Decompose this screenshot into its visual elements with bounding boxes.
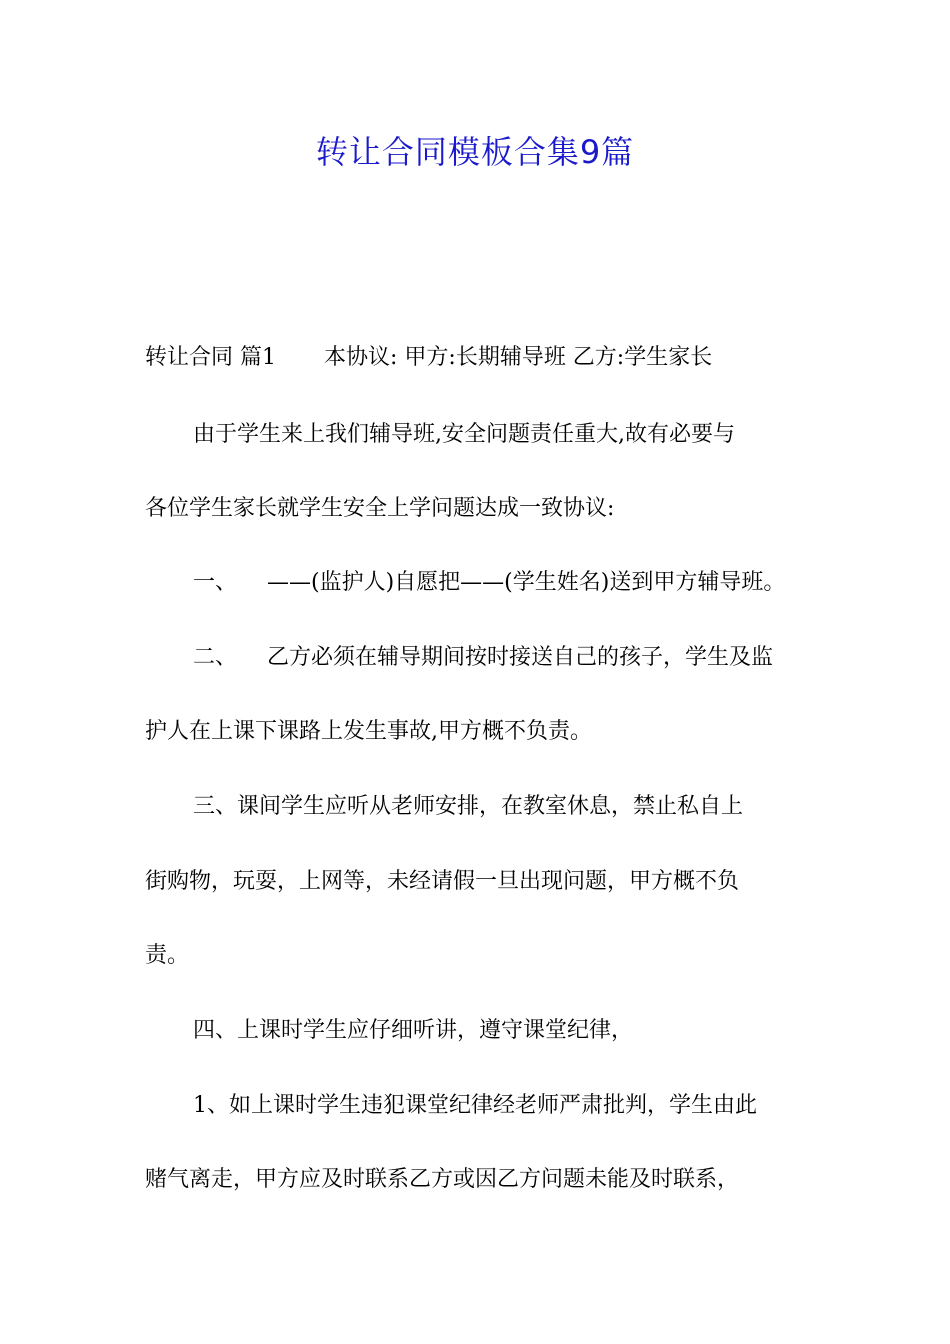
paragraph-line-2: 由于学生来上我们辅导班,安全问题责任重大,故有必要与 xyxy=(193,422,735,447)
paragraph-line-8: 街购物，玩耍，上网等，未经请假一旦出现问题，甲方概不负 xyxy=(145,869,740,894)
paragraph-line-9: 责。 xyxy=(145,943,190,968)
agreement-parties: 本协议: 甲方:长期辅导班 乙方:学生家长 xyxy=(324,345,713,370)
document-title: 转让合同模板合集9篇 xyxy=(315,133,635,171)
paragraph-line-5 xyxy=(193,643,873,673)
paragraph-line-10: 四、上课时学生应仔细听讲，遵守课堂纪律， xyxy=(193,1018,634,1043)
paragraph-line-4 xyxy=(193,568,873,598)
paragraph-line-11: 1、如上课时学生违犯课堂纪律经老师严肃批判，学生由此 xyxy=(193,1093,757,1118)
paragraph-line-6: 护人在上课下课路上发生事故,甲方概不负责。 xyxy=(145,719,592,744)
paragraph-line-12: 赌气离走，甲方应及时联系乙方或因乙方问题未能及时联系， xyxy=(145,1167,740,1192)
clause-text-1: ——(监护人)自愿把——(学生姓名)送到甲方辅导班。 xyxy=(267,570,786,595)
paragraph-line-1 xyxy=(145,343,825,373)
paragraph-line-3: 各位学生家长就学生安全上学问题达成一致协议: xyxy=(145,496,615,521)
clause-number-2: 二、 xyxy=(193,645,238,670)
paragraph-line-7: 三、课间学生应听从老师安排，在教室休息，禁止私自上 xyxy=(193,794,744,819)
section-heading: 转让合同 篇1 xyxy=(145,345,276,370)
clause-text-2: 乙方必须在辅导期间按时接送自己的孩子，学生及监 xyxy=(267,645,774,670)
clause-number-1: 一、 xyxy=(193,570,238,595)
